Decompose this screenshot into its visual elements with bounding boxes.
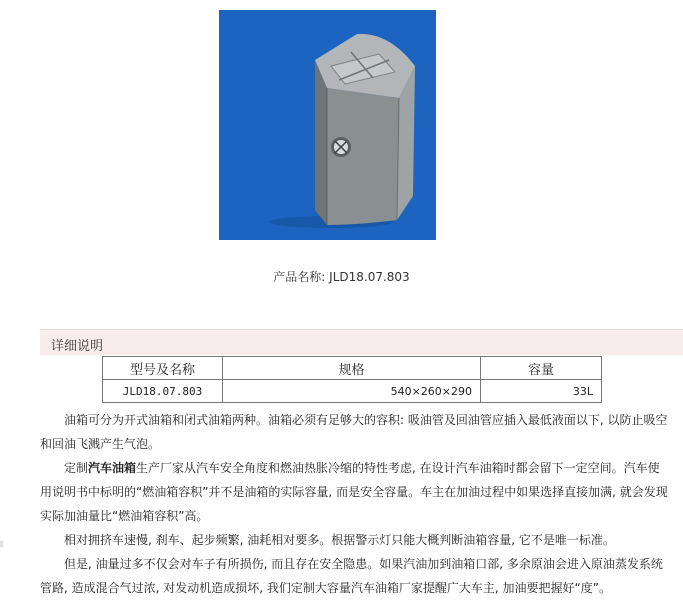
- table-row: [103, 380, 602, 403]
- header-spec: 规格: [223, 357, 481, 380]
- product-caption: 产品名称: JLD18.07.803: [273, 270, 410, 284]
- keyword-link: 汽车油箱: [88, 461, 137, 475]
- header-model: 型号及名称: [103, 357, 223, 380]
- article-paragraph-1: 油箱可分为开式油箱和闭式油箱两种。油箱必须有足够大的容积: 吸油管及回油管应插入最低液面以下, 以防止吸空和回油飞溅产生气泡。: [40, 413, 668, 451]
- cell-capacity: 33L: [481, 380, 602, 403]
- section-title: 详细说明: [51, 339, 104, 354]
- header-capacity: 容量: [481, 357, 602, 380]
- cell-spec: 540×260×290: [223, 380, 481, 403]
- product-image: [219, 10, 436, 240]
- spec-table: [102, 356, 602, 403]
- article-body: [40, 408, 668, 600]
- article-paragraph-2: [40, 456, 668, 528]
- edge-fragment: [0, 541, 3, 547]
- fuel-tank-icon: [219, 10, 436, 240]
- detail-section-header: [40, 329, 683, 355]
- article-paragraph-4: 但是, 油量过多不仅会对车子有所损伤, 而且存在安全隐患。如果汽油加到油箱口部, 多余原油会进入原油蒸发系统管路, 造成混合气过浓, 对发动机造成损坏, 我们定制大容量汽车油箱厂家提醒广大车主, 加油要把握好“度”。: [40, 557, 663, 595]
- table-header-row: [103, 357, 602, 380]
- p2-prefix: 定制: [64, 461, 89, 475]
- article-paragraph-3: 相对拥挤车速慢, 刹车、起步频繁, 油耗相对要多。根据警示灯只能大概判断油箱容量, 它不是唯一标准。: [64, 533, 615, 547]
- cell-model: JLD18.07.803: [103, 380, 223, 403]
- p2-rest: 生产厂家从汽车安全角度和燃油热胀冷缩的特性考虑, 在设计汽车油箱时都会留下一定空间。汽车使用说明书中标明的“燃油箱容积”并不是油箱的实际容量, 而是安全容量。车主在加油过程中如果选择直接加满, 就会发现实际加油量比“燃油箱容积”高。: [40, 461, 668, 523]
